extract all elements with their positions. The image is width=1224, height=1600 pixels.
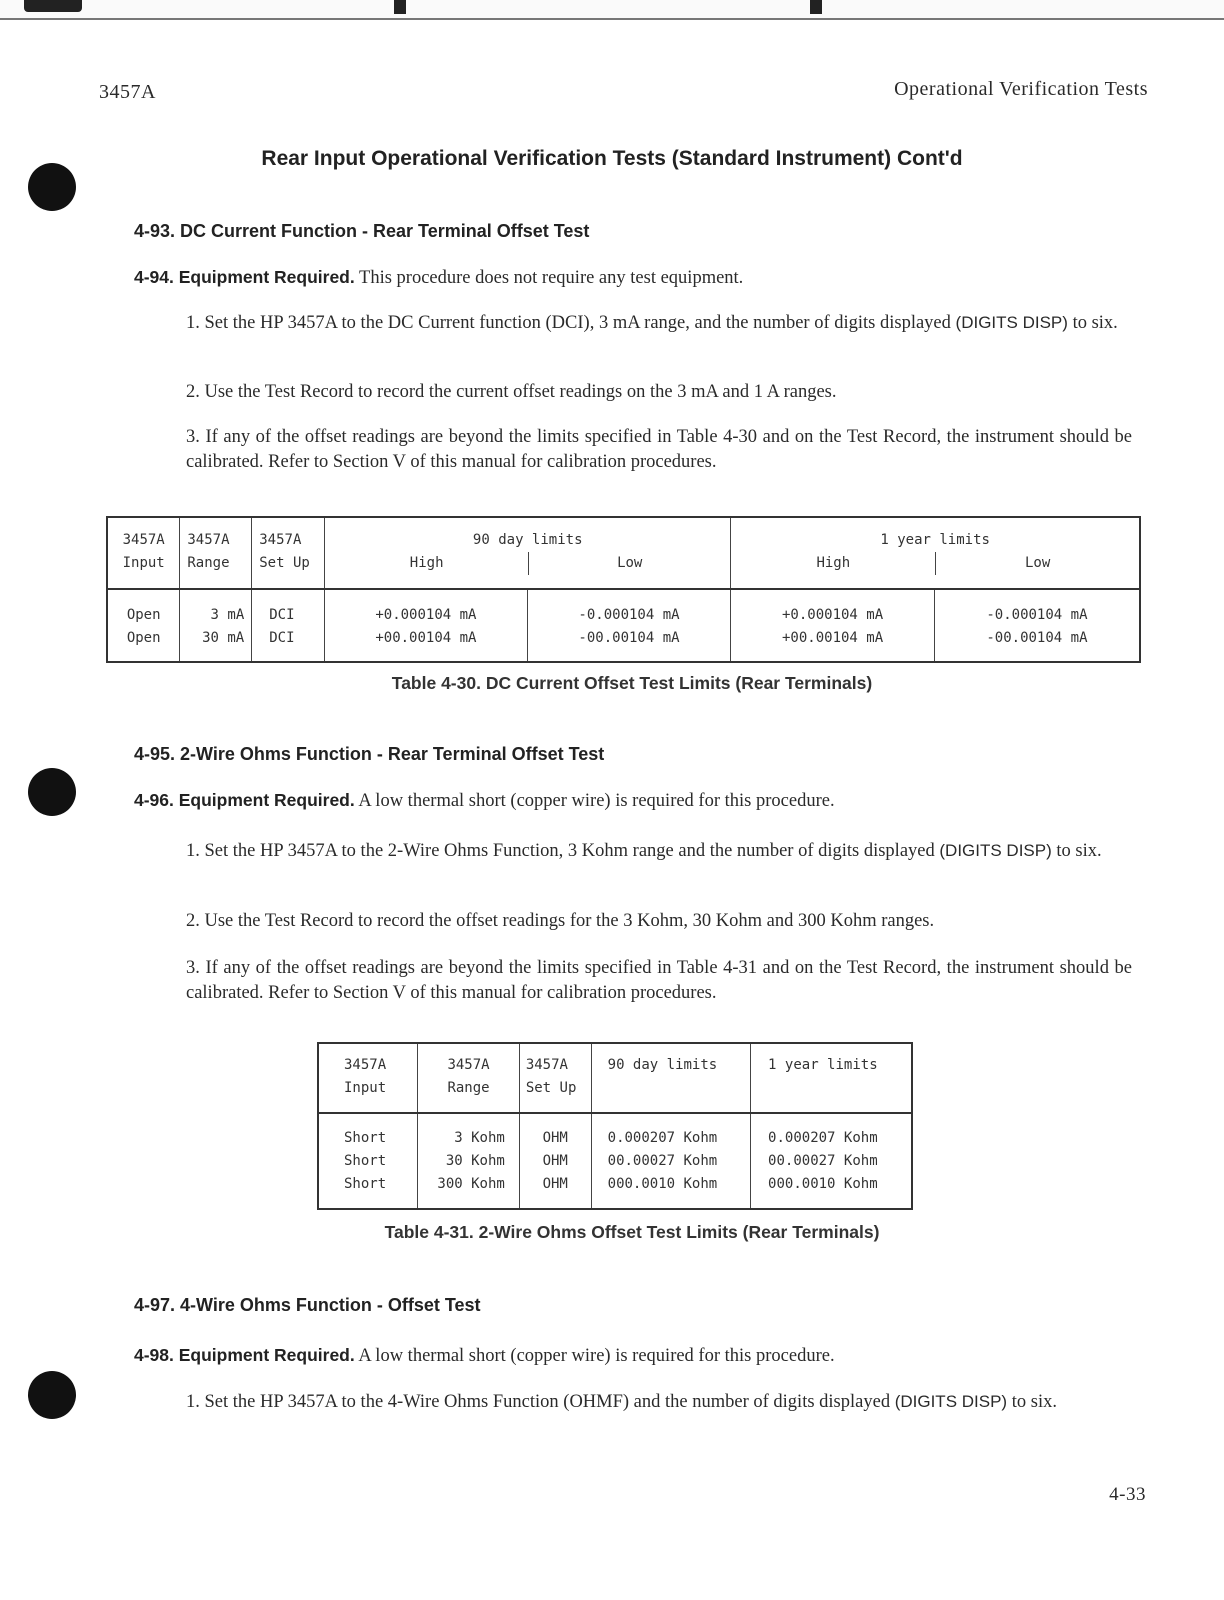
table-cell: OHM [542, 1153, 568, 1169]
col-header-90-day: 90 day limits [591, 1043, 750, 1113]
step-1 [186, 838, 1132, 864]
digits-disp-key: (DIGITS DISP) [939, 841, 1052, 860]
step-text: to six. [1072, 313, 1118, 333]
col-setup [519, 1113, 591, 1209]
header-model: 3457A [99, 81, 156, 103]
table-4-31-caption: Table 4-31. 2-Wire Ohms Offset Test Limits (Rear Terminals) [384, 1222, 880, 1242]
col-range [180, 589, 252, 662]
table-cell: 3 mA [210, 607, 245, 623]
section-heading: 4-95. 2-Wire Ohms Function - Rear Terminal Offset Test [134, 744, 605, 764]
table-4-30-caption: Table 4-30. DC Current Offset Test Limits (Rear Terminals) [391, 673, 873, 693]
col-90-high [325, 589, 528, 662]
table-cell: -0.000104 mA [986, 607, 1088, 623]
table-cell: 3 Kohm [454, 1130, 505, 1146]
table-cell: +0.000104 mA [375, 607, 477, 623]
table-cell: Short [344, 1130, 387, 1146]
page-title: Rear Input Operational Verification Tests (Standard Instrument) Cont'd [261, 147, 963, 170]
equipment-required [134, 788, 835, 814]
equipment-text: A low thermal short (copper wire) is required for this procedure. [358, 791, 835, 811]
equipment-text: This procedure does not require any test equipment. [359, 268, 744, 288]
step-text: to six. [1011, 1392, 1057, 1412]
step-3: 3. If any of the offset readings are beyond the limits specified in Table 4-30 and on the Test Record, the instrument should be calibrated. Refer to Section V of this manual for calibration procedures. [186, 427, 1132, 472]
digits-disp-key: (DIGITS DISP) [894, 1392, 1008, 1411]
equipment-required [134, 1343, 835, 1369]
table-cell: -0.000104 mA [578, 607, 680, 623]
equipment-text: A low thermal short (copper wire) is required for this procedure. [358, 1346, 835, 1366]
table-cell: 000.0010 Kohm [768, 1176, 878, 1192]
step-text: 1. Set the HP 3457A to the 2-Wire Ohms Function, 3 Kohm range and the number of digits displayed [186, 841, 935, 861]
col-header-setup: 3457A Set Up [252, 517, 325, 589]
section-heading: 4-93. DC Current Function - Rear Terminal Offset Test [134, 221, 590, 241]
equipment-lead: 4-96. Equipment Required. [134, 790, 355, 810]
table-cell: Short [344, 1176, 387, 1192]
table-cell: OHM [542, 1130, 568, 1146]
step-text: 1. Set the HP 3457A to the 4-Wire Ohms Function (OHMF) and the number of digits displayed [186, 1392, 891, 1412]
section-heading: 4-97. 4-Wire Ohms Function - Offset Test [134, 1295, 481, 1315]
col-header-1-year: 1 year limits [751, 1043, 912, 1113]
col-1y-high [731, 589, 935, 662]
scan-binder-tab [810, 0, 822, 14]
table-cell: DCI [269, 630, 295, 646]
table-body [318, 1113, 912, 1209]
equipment-lead: 4-98. Equipment Required. [134, 1345, 355, 1365]
col-header-90-day: 90 day limits High Low [325, 517, 731, 589]
table-cell: 30 Kohm [445, 1153, 505, 1169]
table-cell: 000.0010 Kohm [607, 1176, 718, 1192]
table-4-30 [106, 516, 1141, 663]
col-setup [252, 589, 325, 662]
col-header-range: 3457A Range [180, 517, 252, 589]
table-cell: OHM [542, 1176, 568, 1192]
table-cell: Open [126, 630, 161, 646]
page-number: 4-33 [1109, 1484, 1146, 1505]
table-body [107, 589, 1140, 662]
col-1-year [751, 1113, 912, 1209]
binder-hole [28, 768, 76, 816]
col-1y-low [934, 589, 1140, 662]
table-cell: Open [126, 607, 161, 623]
binder-hole [28, 1371, 76, 1419]
col-90-low [527, 589, 731, 662]
table-cell: 0.000207 Kohm [607, 1130, 718, 1146]
table-cell: 00.00027 Kohm [768, 1153, 878, 1169]
header-section: Operational Verification Tests [894, 78, 1148, 100]
step-3: 3. If any of the offset readings are beyond the limits specified in Table 4-31 and on the Test Record, the instrument should be calibrated. Refer to Section V of this manual for calibration procedures. [186, 958, 1132, 1003]
equipment-lead: 4-94. Equipment Required. [134, 267, 355, 287]
digits-disp-key: (DIGITS DISP) [955, 313, 1068, 332]
col-header-high: High [731, 552, 936, 575]
table-cell: -00.00104 mA [578, 630, 680, 646]
col-header-input: 3457A Input [318, 1043, 418, 1113]
col-input [107, 589, 180, 662]
scan-top-edge [0, 0, 1224, 20]
table-cell: +0.000104 mA [782, 607, 884, 623]
table-cell: +00.00104 mA [782, 630, 884, 646]
step-text: to six. [1056, 841, 1102, 861]
table-cell: Short [344, 1153, 387, 1169]
step-text: 1. Set the HP 3457A to the DC Current function (DCI), 3 mA range, and the number of digits displayed [186, 313, 951, 333]
col-header-range: 3457A Range [418, 1043, 520, 1113]
scan-binder-tab [394, 0, 406, 14]
table-cell: 300 Kohm [437, 1176, 505, 1192]
step-1 [186, 1389, 1132, 1415]
table-header-row [107, 517, 1140, 589]
col-90-day [591, 1113, 750, 1209]
col-header-high: High [325, 552, 529, 575]
step-2: 2. Use the Test Record to record the offset readings for the 3 Kohm, 30 Kohm and 300 Kohm ranges. [186, 911, 935, 931]
table-4-31 [317, 1042, 913, 1210]
step-2: 2. Use the Test Record to record the current offset readings on the 3 mA and 1 A ranges. [186, 382, 837, 402]
col-input [318, 1113, 418, 1209]
col-header-low: Low [617, 555, 643, 571]
col-header-setup: 3457A Set Up [519, 1043, 591, 1113]
table-cell: 0.000207 Kohm [768, 1130, 878, 1146]
col-header-low: Low [1025, 555, 1051, 571]
table-header-row [318, 1043, 912, 1113]
table-cell: DCI [269, 607, 295, 623]
table-cell: 00.00027 Kohm [607, 1153, 718, 1169]
table-cell: 30 mA [202, 630, 245, 646]
scan-binder-tab [24, 0, 82, 12]
table-cell: +00.00104 mA [375, 630, 477, 646]
equipment-required [134, 265, 743, 291]
step-1 [186, 310, 1132, 336]
col-header-1-year: 1 year limits High Low [731, 517, 1140, 589]
col-range [418, 1113, 520, 1209]
table-cell: -00.00104 mA [986, 630, 1088, 646]
col-header-input: 3457A Input [107, 517, 180, 589]
